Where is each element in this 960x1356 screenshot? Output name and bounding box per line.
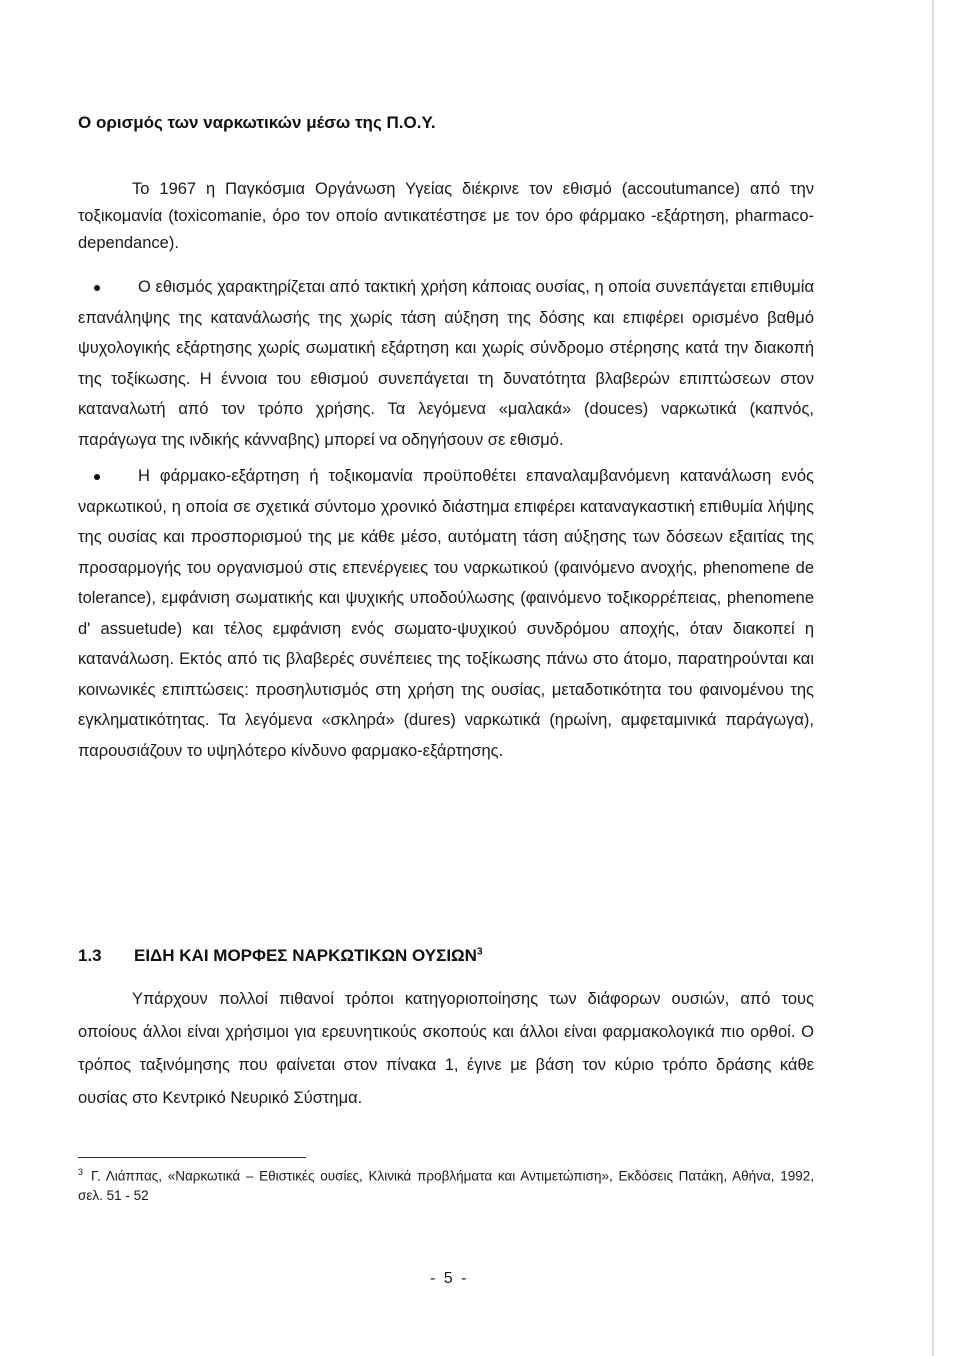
bullet-item-dependence	[78, 461, 814, 766]
scan-edge-line	[932, 0, 934, 1356]
bullet-dot-icon	[94, 285, 100, 291]
footnote-mark: 3	[78, 1167, 84, 1177]
bullet-list	[78, 272, 814, 766]
footnote-reference: 3	[476, 946, 483, 958]
section-heading-text: ΕΙΔΗ ΚΑΙ ΜΟΡΦΕΣ ΝΑΡΚΩΤΙΚΩΝ ΟΥΣΙΩΝ	[134, 946, 477, 965]
intro-paragraph: Το 1967 η Παγκόσμια Οργάνωση Υγείας διέκρινε τον εθισμό (accoutumance) από την τοξικομανία (toxicomanie, όρο τον οποίο αντικατέστησε με τον όρο φάρμακο -εξάρτηση, pharmaco-dependance).	[78, 180, 814, 252]
page-number: - 5 -	[430, 1270, 469, 1287]
bullet-dot-icon	[94, 474, 100, 480]
section-heading	[78, 946, 483, 966]
footnote-text: Γ. Λιάππας, «Ναρκωτικά – Εθιστικές ουσίες, Κλινικά προβλήματα και Αντιμετώπιση», Εκδόσεις Πατάκη, Αθήνα, 1992, σελ. 51 - 52	[78, 1168, 814, 1203]
section-number: 1.3	[78, 946, 102, 965]
footnote-divider	[78, 1157, 306, 1158]
section-paragraph: Υπάρχουν πολλοί πιθανοί τρόποι κατηγοριοποίησης των διάφορων ουσιών, από τους οποίους άλλοι είναι χρήσιμοι για ερευνητικούς σκοπούς και άλλοι είναι φαρμακολογικά πιο ορθοί. Ο τρόπος ταξινόμησης που φαίνεται στον πίνακα 1, έγινε με βάση τον κύριο τρόπο δράσης κάθε ουσίας στο Κεντρικό Νευρικό Σύστημα.	[78, 990, 814, 1107]
bullet-item-addiction	[78, 272, 814, 455]
bullet-text: Η φάρμακο-εξάρτηση ή τοξικομανία προϋποθέτει επαναλαμβανόμενη κατανάλωση ενός ναρκωτικού, η οποία σε σχετικά σύντομο χρονικό διάστημα επιφέρει καταναγκαστική επιθυμία λήψης της ουσίας και προσπορισμού της με κάθε μέσο, αυτόματη τάση αύξησης των δόσεων εξαιτίας της προσαρμογής του οργανισμού στις επενέργειες του ναρκωτικού (φαινόμενο ανοχής, phenomene de tolerance), εμφάνιση σωματικής και ψυχικής υποδούλωσης (φαινόμενο τοξικορρέπειας, phenomene d' assuetude) και τέλος εμφάνιση ενός σωματο-ψυχικού συνδρόμου αποχής, όταν διακοπεί η κατανάλωση. Εκτός από τις βλαβερές συνέπειες της τοξίκωσης πάνω στο άτομο, παρατηρούνται και κοινωνικές επιπτώσεις: προσηλυτισμός στη χρήση της ουσίας, μεταδοτικότητα του φαινομένου της εγκληματικότητας. Τα λεγόμενα «σκληρά» (dures) ναρκωτικά (ηρωίνη, αμφεταμινικά παράγωγα), παρουσιάζουν το υψηλότερο κίνδυνο φαρμακο-εξάρτησης.	[78, 467, 814, 760]
page-title: Ο ορισμός των ναρκωτικών μέσω της Π.Ο.Υ.	[78, 113, 436, 132]
footnote	[78, 1163, 814, 1205]
bullet-text: Ο εθισμός χαρακτηρίζεται από τακτική χρήση κάποιας ουσίας, η οποία συνεπάγεται επιθυμία επανάληψης της κατανάλωσής της χωρίς τάση αύξηση της δόσης και επιφέρει ορισμένο βαθμό ψυχολογικής εξάρτησης χωρίς σωματική εξάρτηση και χωρίς σύνδρομο στέρησης κατά την διακοπή της τοξίκωσης. Η έννοια του εθισμού συνεπάγεται τη δυνατότητα βλαβερών επιπτώσεων στον καταναλωτή από τον τρόπο χρήσης. Τα λεγόμενα «μαλακά» (douces) ναρκωτικά (καπνός, παράγωγα της ινδικής κάνναβης) μπορεί να οδηγήσουν σε εθισμό.	[78, 278, 814, 449]
